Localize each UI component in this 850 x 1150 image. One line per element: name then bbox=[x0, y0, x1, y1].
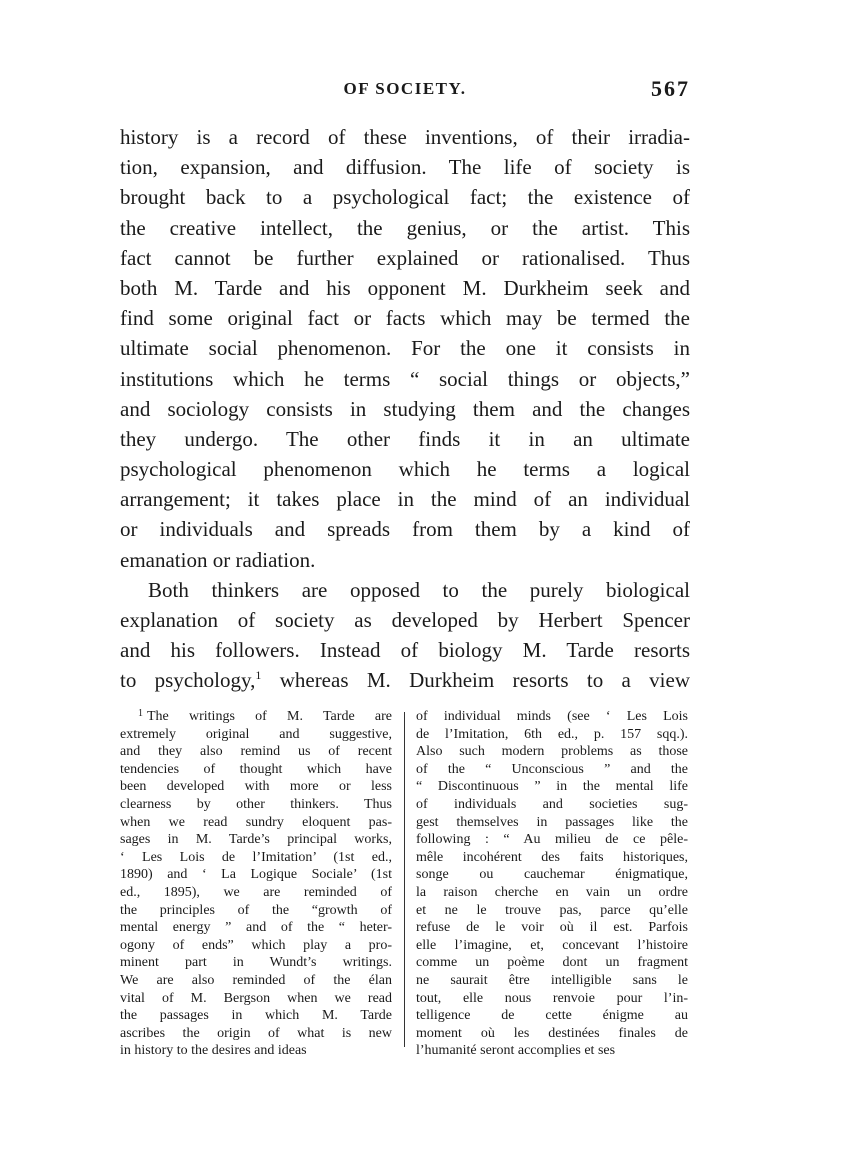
text-line: institutions which he terms “ social things or objects,” bbox=[120, 366, 690, 391]
footnote-line: following : “ Au milieu de ce pêle- bbox=[416, 832, 688, 848]
footnote-line: gest themselves in passages like the bbox=[416, 814, 688, 830]
footnote-line: Also such modern problems as those bbox=[416, 744, 688, 760]
main-text bbox=[120, 122, 690, 696]
footnote-line: ne saurait être intelligible sans le bbox=[416, 972, 688, 988]
footnote-line: “ Discontinuous ” in the mental life bbox=[416, 779, 688, 795]
text-line: both M. Tarde and his opponent M. Durkheim seek and bbox=[120, 275, 690, 300]
footnote-marker: 1 bbox=[255, 668, 262, 683]
footnote-line: of the “ Unconscious ” and the bbox=[416, 761, 688, 777]
footnote-line: minent part in Wundt’s writings. bbox=[120, 955, 392, 971]
footnote-line: et ne le trouve pas, parce qu’elle bbox=[416, 902, 688, 918]
footnote-line: 1890) and ‘ La Logique Sociale’ (1st bbox=[120, 867, 392, 883]
footnote-line: la raison cherche en vain un ordre bbox=[416, 884, 688, 900]
text-line: psychological phenomenon which he terms a logical bbox=[120, 457, 690, 482]
footnote-column-right bbox=[416, 708, 688, 1060]
text-line: explanation of society as developed by Herbert Spencer bbox=[120, 608, 690, 632]
footnote-line: songe ou cauchemar énigmatique, bbox=[416, 867, 688, 883]
page-number: 567 bbox=[651, 76, 690, 101]
footnote-line: We are also reminded of the élan bbox=[120, 972, 392, 988]
footnote-line: tout, elle nous renvoie pour l’in- bbox=[416, 990, 688, 1006]
text-line: they undergo. The other finds it in an ultimate bbox=[120, 426, 690, 451]
footnote-line: sages in M. Tarde’s principal works, bbox=[120, 832, 392, 848]
footnote-line: been developed with more or less bbox=[120, 779, 392, 795]
footnote-line: comme un poème dont un fragment bbox=[416, 955, 688, 971]
text-line: tion, expansion, and diffusion. The life of society is bbox=[120, 155, 690, 180]
footnote-line: of individual minds (see ‘ Les Lois bbox=[416, 709, 688, 724]
text-line: Both thinkers are opposed to the purely biological bbox=[148, 577, 690, 602]
column-divider bbox=[404, 712, 405, 1047]
footnote-line: vital of M. Bergson when we read bbox=[120, 990, 392, 1006]
footnote-line: the principles of the “growth of bbox=[120, 902, 392, 918]
footnote-line: clearness by other thinkers. Thus bbox=[120, 796, 392, 812]
footnote-line: l’humanité seront accomplies et ses bbox=[416, 1043, 616, 1059]
footnote-line: refuse de le voir où il est. Parfois bbox=[416, 920, 688, 936]
paragraph-1 bbox=[120, 122, 690, 575]
footnote-line: moment où les destinées finales de bbox=[416, 1025, 688, 1041]
paragraph-2 bbox=[120, 575, 690, 696]
text-line: ultimate social phenomenon. For the one it consists in bbox=[120, 336, 690, 361]
footnote-line: ogony of ends” which play a pro- bbox=[120, 937, 392, 953]
footnote-line bbox=[120, 708, 392, 726]
footnote bbox=[120, 708, 690, 1059]
footnote-column-left bbox=[120, 708, 392, 1060]
footnote-line: telligence de cette énigme au bbox=[416, 1008, 688, 1024]
text-line: fact cannot be further explained or rationalised. Thus bbox=[120, 245, 690, 270]
footnote-line: the passages in which M. Tarde bbox=[120, 1008, 392, 1024]
footnote-text: The writings of M. Tarde are bbox=[147, 709, 392, 724]
text-line: brought back to a psychological fact; the existence of bbox=[120, 185, 690, 210]
text-line: emanation or radiation. bbox=[120, 547, 316, 572]
text-line: arrangement; it takes place in the mind of an individual bbox=[120, 487, 690, 512]
footnote-line: and they also remind us of recent bbox=[120, 744, 392, 760]
footnote-line: in history to the desires and ideas bbox=[120, 1043, 307, 1059]
text-line: find some original fact or facts which may be termed the bbox=[120, 306, 690, 331]
footnote-line: extremely original and suggestive, bbox=[120, 726, 392, 742]
text-line: and sociology consists in studying them and the changes bbox=[120, 396, 690, 421]
footnote-number: 1 bbox=[138, 708, 143, 719]
footnote-line: elle l’imagine, et, concevant l’histoire bbox=[416, 937, 688, 953]
footnote-line: of individuals and societies sug- bbox=[416, 796, 688, 812]
text-line: history is a record of these inventions, of their irradia- bbox=[120, 125, 690, 149]
footnote-line: de l’Imitation, 6th ed., p. 157 sqq.). bbox=[416, 726, 688, 742]
footnote-line: mêle incohérent des faits historiques, bbox=[416, 849, 688, 865]
footnote-line: tendencies of thought which have bbox=[120, 761, 392, 777]
text-line bbox=[120, 665, 690, 695]
footnote-line: ascribes the origin of what is new bbox=[120, 1025, 392, 1041]
text-fragment: whereas M. Durkheim resorts to a view bbox=[261, 668, 690, 693]
footnote-line: ed., 1895), we are reminded of bbox=[120, 884, 392, 900]
footnote-line: when we read sundry eloquent pas- bbox=[120, 814, 392, 830]
text-fragment: to psychology, bbox=[120, 668, 256, 693]
text-line: or individuals and spreads from them by a kind of bbox=[120, 517, 690, 542]
footnote-line: ‘ Les Lois de l’Imitation’ (1st ed., bbox=[120, 849, 392, 865]
running-head bbox=[120, 74, 690, 104]
running-title: OF SOCIETY. bbox=[343, 79, 467, 98]
text-line: the creative intellect, the genius, or the artist. This bbox=[120, 215, 690, 240]
footnote-line: mental energy ” and of the “ heter- bbox=[120, 920, 392, 936]
text-line: and his followers. Instead of biology M. Tarde resorts bbox=[120, 638, 690, 663]
